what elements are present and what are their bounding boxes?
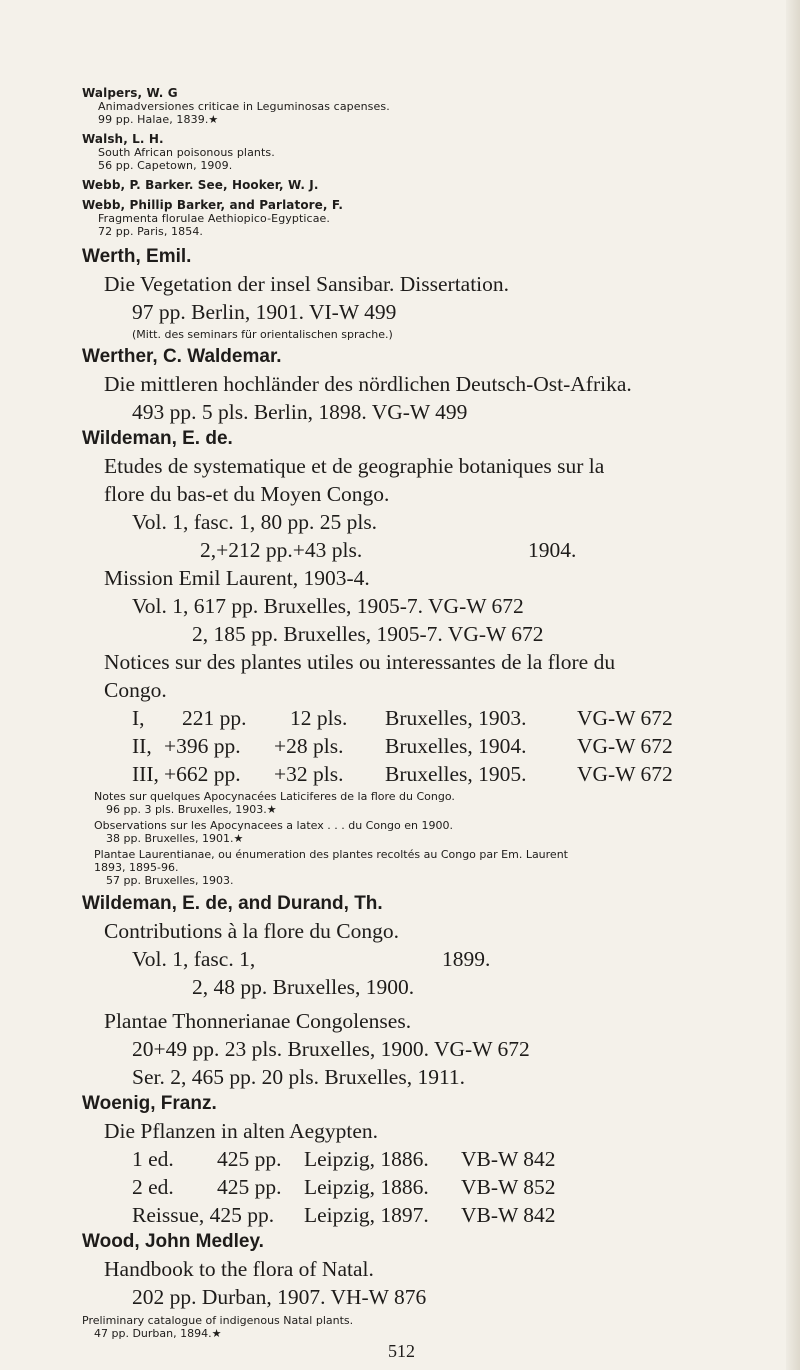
entry-line: 202 pp. Durban, 1907. VH-W 876 [132,1285,427,1309]
volume-label: Vol. 1, fasc. 1, [132,947,256,971]
entry-author: Wildeman, E. de, and Durand, Th. [82,893,383,914]
edition-row [82,1145,782,1173]
entry-line: South African poisonous plants. [98,146,275,159]
entry-title: Die Pflanzen in alten Aegypten. [104,1119,379,1143]
entry-webb-parlatore [82,198,782,238]
row-plates: +28 pls. [274,734,344,758]
row-edition: Reissue, 425 pp. [132,1203,275,1227]
note-line: 38 pp. Bruxelles, 1901.★ [106,832,244,845]
page-edge-shadow [786,0,800,1370]
entry-werth [82,244,782,344]
entry-author: Walsh, L. H. [82,132,164,146]
entry-line: 2, 185 pp. Bruxelles, 1905-7. VG-W 672 [192,622,544,646]
entry-line: 56 pp. Capetown, 1909. [98,159,233,172]
entry-wildeman-durand [82,891,782,1091]
entry-line: Fragmenta florulae Aethiopico-Egypticae. [98,212,330,225]
entry-walsh [82,132,782,172]
row-callno: VB-W 852 [461,1175,556,1199]
note-title: Notes sur quelques Apocynacées Laticiferes de la flore du Congo. [94,790,455,803]
entry-title: Etudes de systematique et de geographie botaniques sur la [104,454,605,478]
entry-note: (Mitt. des seminars für orientalischen sprache.) [132,328,393,341]
entry-webb [82,178,782,192]
entry-title: Congo. [104,678,167,702]
entry-werther [82,344,782,426]
entry-line: 97 pp. Berlin, 1901. VI-W 499 [132,300,397,324]
entry-author: Werth, Emil. [82,246,192,267]
entry-title: Notices sur des plantes utiles ou interessantes de la flore du [104,650,616,674]
entry-walpers [82,86,782,126]
note-line: 1893, 1895-96. [94,861,179,874]
row-place: Bruxelles, 1903. [385,706,527,730]
row-edition: 1 ed. [132,1147,174,1171]
row-place: Leipzig, 1886. [304,1175,429,1199]
entry-author: Wildeman, E. de. [82,428,233,449]
note-item [94,819,782,845]
notices-row [82,704,782,732]
note-item [94,790,782,816]
volume-year: 1899. [442,947,491,971]
entry-title: Handbook to the flora of Natal. [104,1257,374,1281]
catalog-page [82,86,782,1340]
row-plates: +32 pls. [274,762,344,786]
entry-title: Die mittleren hochländer des nördlichen Deutsch-Ost-Afrika. [104,372,632,396]
entry-author: Wood, John Medley. [82,1231,264,1252]
edition-row [82,1173,782,1201]
row-callno: VB-W 842 [461,1203,556,1227]
entry-line: 493 pp. 5 pls. Berlin, 1898. VG-W 499 [132,400,468,424]
entry-line: Vol. 1, 617 pp. Bruxelles, 1905-7. VG-W 672 [132,594,524,618]
entry-author: Werther, C. Waldemar. [82,346,282,367]
entry-line: Animadversiones criticae in Leguminosas capenses. [98,100,390,113]
row-plates: 12 pls. [290,706,348,730]
page-number: 512 [388,1341,415,1361]
row-pages: +396 pp. [164,734,241,758]
row-pages: +662 pp. [164,762,241,786]
row-pages: 221 pp. [182,706,247,730]
notices-row [82,732,782,760]
entry-title: Die Vegetation der insel Sansibar. Dissertation. [104,272,510,296]
row-place: Leipzig, 1897. [304,1203,429,1227]
entry-author: Walpers, W. G [82,86,178,100]
note-title: Observations sur les Apocynacees a latex . . . du Congo en 1900. [94,819,453,832]
row-place: Bruxelles, 1905. [385,762,527,786]
note-line: 47 pp. Durban, 1894.★ [94,1327,222,1340]
entry-title: Contributions à la flore du Congo. [104,919,399,943]
entry-line: 99 pp. Halae, 1839.★ [98,113,219,126]
entry-line [82,536,782,564]
notices-row [82,760,782,788]
entry-line: Ser. 2, 465 pp. 20 pls. Bruxelles, 1911. [132,1065,466,1089]
entry-wood [82,1229,782,1340]
row-place: Leipzig, 1886. [304,1147,429,1171]
row-callno: VG-W 672 [577,762,673,786]
row-edition: 2 ed. [132,1175,174,1199]
entry-title: Mission Emil Laurent, 1903-4. [104,566,370,590]
note-title: Plantae Laurentianae, ou énumeration des plantes recoltés au Congo par Em. Laurent [94,848,568,861]
entry-woenig [82,1091,782,1229]
volume-pages: 2,+212 pp.+43 pls. [200,538,363,562]
row-callno: VB-W 842 [461,1147,556,1171]
row-callno: VG-W 672 [577,734,673,758]
note-line: 96 pp. 3 pls. Bruxelles, 1903.★ [106,803,277,816]
entry-author: Webb, Phillip Barker, and Parlatore, F. [82,198,344,212]
notes-list [82,790,782,887]
entry-line: 20+49 pp. 23 pls. Bruxelles, 1900. VG-W 672 [132,1037,530,1061]
entry-author: Woenig, Franz. [82,1093,217,1114]
entry-line: 72 pp. Paris, 1854. [98,225,204,238]
entry-line [82,945,782,973]
volume-year: 1904. [528,538,577,562]
note-line: 57 pp. Bruxelles, 1903. [106,874,234,887]
note-item [94,848,782,887]
entry-author: Webb, P. Barker. See, Hooker, W. J. [82,178,319,192]
row-volume: I, [132,706,145,730]
row-pages: 425 pp. [217,1175,282,1199]
entry-wildeman [82,426,782,887]
row-callno: VG-W 672 [577,706,673,730]
entry-title: Plantae Thonnerianae Congolenses. [104,1009,412,1033]
edition-row [82,1201,782,1229]
note-title: Preliminary catalogue of indigenous Natal plants. [82,1314,354,1327]
row-place: Bruxelles, 1904. [385,734,527,758]
entry-line: 2, 48 pp. Bruxelles, 1900. [192,975,415,999]
row-volume: III, [132,762,159,786]
row-volume: II, [132,734,152,758]
row-pages: 425 pp. [217,1147,282,1171]
entry-title: flore du bas-et du Moyen Congo. [104,482,390,506]
entry-line: Vol. 1, fasc. 1, 80 pp. 25 pls. [132,510,378,534]
